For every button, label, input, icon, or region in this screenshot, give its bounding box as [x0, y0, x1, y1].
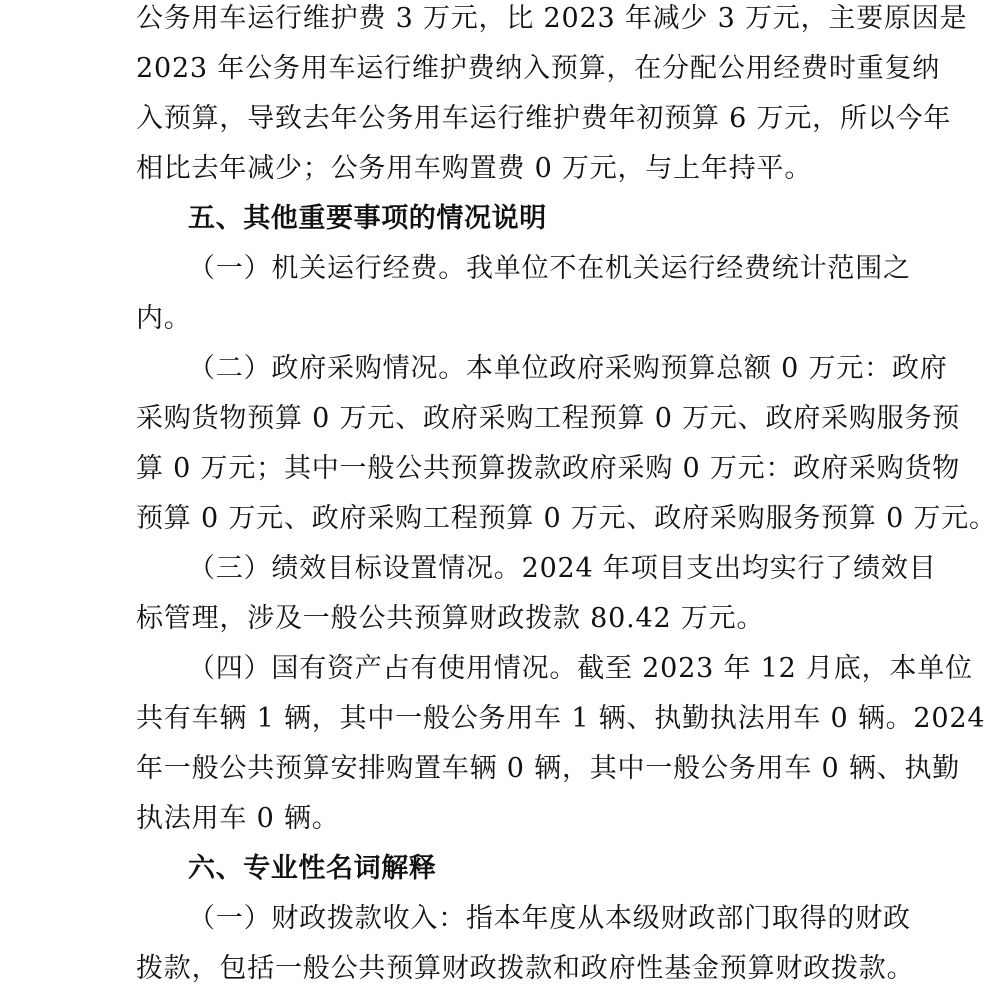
paragraph-line: 执法用车 0 辆。	[136, 803, 340, 834]
paragraph-line: 年一般公共预算安排购置车辆 0 辆，其中一般公务用车 0 辆、执勤	[136, 753, 961, 784]
paragraph-line: 共有车辆 1 辆，其中一般公务用车 1 辆、执勤执法用车 0 辆。2024	[136, 703, 986, 734]
paragraph-line: 采购货物预算 0 万元、政府采购工程预算 0 万元、政府采购服务预	[136, 403, 961, 434]
paragraph-line: （一）财政拨款收入：指本年度从本级财政部门取得的财政	[188, 903, 911, 934]
paragraph-line: 相比去年减少；公务用车购置费 0 万元，与上年持平。	[136, 153, 813, 184]
paragraph-line: 内。	[136, 303, 192, 334]
paragraph-line: 算 0 万元；其中一般公共预算拨款政府采购 0 万元：政府采购货物	[136, 453, 961, 484]
paragraph-line: 2023 年公务用车运行维护费纳入预算，在分配公用经费时重复纳	[136, 53, 941, 84]
paragraph-line: 预算 0 万元、政府采购工程预算 0 万元、政府采购服务预算 0 万元。	[136, 503, 997, 534]
paragraph-line: （四）国有资产占有使用情况。截至 2023 年 12 月底，本单位	[188, 653, 973, 684]
paragraph-line: （一）机关运行经费。我单位不在机关运行经费统计范围之	[188, 253, 911, 284]
paragraph-line: 公务用车运行维护费 3 万元，比 2023 年减少 3 万元，主要原因是	[136, 3, 968, 34]
paragraph-line: （二）政府采购情况。本单位政府采购预算总额 0 万元：政府	[188, 353, 948, 384]
paragraph-line: （三）绩效目标设置情况。2024 年项目支出均实行了绩效目	[188, 553, 937, 584]
paragraph-line: 入预算，导致去年公务用车运行维护费年初预算 6 万元，所以今年	[136, 103, 952, 134]
paragraph-line: 标管理，涉及一般公共预算财政拨款 80.42 万元。	[136, 603, 765, 634]
paragraph-line: 拨款，包括一般公共预算财政拨款和政府性基金预算财政拨款。	[136, 953, 915, 984]
section-heading: 六、专业性名词解释	[188, 853, 437, 884]
section-heading: 五、其他重要事项的情况说明	[188, 203, 547, 234]
